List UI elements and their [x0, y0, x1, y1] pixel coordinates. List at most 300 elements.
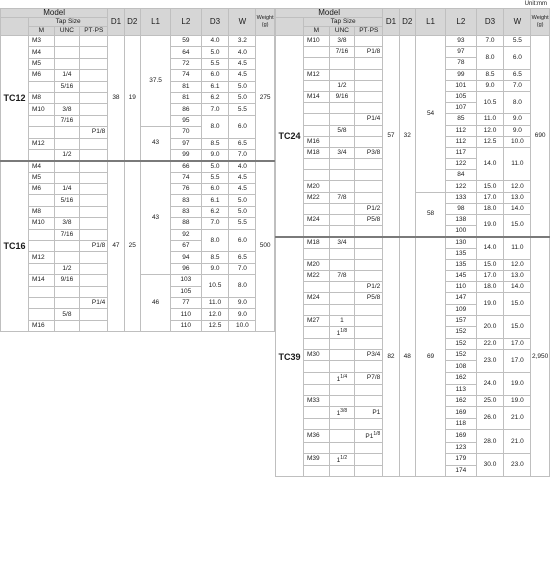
tap-unc	[329, 465, 355, 476]
d3-value: 8.0	[476, 47, 504, 69]
l2-value: 152	[446, 326, 476, 338]
tap-m	[28, 127, 54, 138]
tap-m	[303, 282, 329, 293]
tap-m	[303, 339, 329, 350]
w-value: 9.0	[229, 309, 256, 320]
tap-unc: 7/16	[329, 47, 355, 58]
tap-unc: 9/16	[329, 91, 355, 102]
tap-unc	[54, 138, 80, 149]
tap-m	[303, 372, 329, 384]
w-value: 7.0	[229, 149, 256, 160]
d3-value: 6.1	[201, 195, 229, 206]
w-value: 15.0	[504, 215, 531, 237]
d3-value: 11.0	[201, 297, 229, 308]
l2-value: 135	[446, 248, 476, 259]
d3-value: 5.5	[201, 58, 229, 69]
tap-m	[303, 384, 329, 395]
l2-value: 81	[171, 81, 201, 92]
l1-value: 43	[140, 127, 170, 161]
l1-value: 69	[415, 237, 445, 477]
tap-ptps	[355, 226, 383, 237]
d3-value: 15.0	[476, 181, 504, 192]
tap-unc: $1^{1/2}$	[329, 453, 355, 465]
l2-value: 147	[446, 293, 476, 304]
l1-header: L1	[140, 9, 170, 36]
tap-ptps: P1/4	[355, 114, 383, 125]
tap-m: M6	[28, 184, 54, 195]
tap-unc	[329, 430, 355, 442]
tap-m	[303, 103, 329, 114]
tap-ptps	[355, 58, 383, 69]
d3-value: 15.0	[476, 259, 504, 270]
tap-ptps	[80, 92, 108, 103]
l2-value: 101	[446, 80, 476, 91]
tap-unc: 5/8	[329, 125, 355, 136]
d3-value: 9.0	[476, 80, 504, 91]
l2-value: 113	[446, 384, 476, 395]
d3-value: 10.5	[476, 91, 504, 113]
d3-value: 24.0	[476, 372, 504, 395]
d3-value: 8.0	[201, 229, 229, 252]
tap-ptps	[80, 70, 108, 81]
model-name: TC24	[276, 36, 304, 237]
w-value: 4.5	[229, 172, 256, 183]
l2-value: 66	[171, 161, 201, 172]
spec-table-right	[275, 8, 550, 477]
tap-m	[303, 326, 329, 338]
tap-ptps	[355, 248, 383, 259]
m-header: M	[28, 27, 54, 36]
l2-value: 59	[171, 36, 201, 47]
tap-unc	[54, 241, 80, 252]
tap-unc	[329, 170, 355, 181]
l2-value: 99	[171, 149, 201, 160]
l2-value: 77	[171, 297, 201, 308]
l2-value: 112	[446, 125, 476, 136]
w-value: 12.0	[504, 181, 531, 192]
l2-value: 162	[446, 395, 476, 406]
w-value: 6.5	[504, 69, 531, 80]
d3-value: 9.0	[201, 263, 229, 274]
w-value: 21.0	[504, 430, 531, 453]
l2-value: 169	[446, 407, 476, 419]
tap-ptps	[80, 206, 108, 217]
tap-ptps	[355, 36, 383, 47]
tap-ptps	[355, 136, 383, 147]
tap-m	[28, 195, 54, 206]
d3-value: 6.1	[201, 81, 229, 92]
model-header: Model	[1, 9, 108, 18]
d3-value: 19.0	[476, 215, 504, 237]
tap-unc	[54, 297, 80, 308]
tap-unc: 7/8	[329, 192, 355, 203]
d3-value: 18.0	[476, 282, 504, 293]
l2-value: 94	[171, 252, 201, 263]
d3-header: D3	[476, 9, 504, 36]
d3-value: 8.5	[476, 69, 504, 80]
tap-ptps	[355, 80, 383, 91]
tap-m	[303, 114, 329, 125]
tap-ptps	[80, 58, 108, 69]
tap-m: M16	[303, 136, 329, 147]
l2-value: 67	[171, 241, 201, 252]
l2-value: 98	[446, 203, 476, 214]
tap-unc	[329, 259, 355, 270]
d3-value: 9.0	[201, 149, 229, 160]
tap-m: M14	[303, 91, 329, 102]
tap-ptps	[355, 259, 383, 270]
tap-m: M8	[28, 206, 54, 217]
tap-m	[303, 465, 329, 476]
tap-ptps	[355, 125, 383, 136]
w-value: 4.0	[229, 161, 256, 172]
w-value: 6.5	[229, 252, 256, 263]
w-value: 10.0	[504, 136, 531, 147]
l2-value: 130	[446, 237, 476, 248]
l2-value: 122	[446, 181, 476, 192]
d3-value: 23.0	[476, 350, 504, 372]
weight-value: 500	[256, 161, 275, 332]
tap-m: M22	[303, 192, 329, 203]
w-value: 4.0	[229, 47, 256, 58]
tap-m: M4	[28, 47, 54, 58]
tap-ptps: P1	[355, 407, 383, 419]
d3-value: 5.0	[201, 47, 229, 58]
tap-unc: 1/2	[54, 263, 80, 274]
tap-unc	[329, 58, 355, 69]
tap-unc	[54, 92, 80, 103]
ptps-header: PT·PS	[355, 27, 383, 36]
l2-value: 138	[446, 215, 476, 226]
tap-m	[303, 407, 329, 419]
d1-value: 38	[108, 36, 124, 161]
w-value: 21.0	[504, 407, 531, 430]
w-value: 12.0	[504, 259, 531, 270]
tap-m: M10	[28, 104, 54, 115]
tap-ptps	[80, 309, 108, 320]
w-value: 5.0	[229, 92, 256, 103]
d3-value: 22.0	[476, 339, 504, 350]
l2-value: 109	[446, 304, 476, 315]
tap-unc: 3/4	[329, 147, 355, 158]
tap-m: M20	[303, 259, 329, 270]
tap-m: M14	[28, 275, 54, 286]
tap-m: M6	[28, 70, 54, 81]
w-value: 5.0	[229, 206, 256, 217]
tap-unc	[329, 304, 355, 315]
tap-m	[303, 80, 329, 91]
d2-header: D2	[399, 9, 415, 36]
tap-unc: $1^{3/8}$	[329, 407, 355, 419]
w-value: 13.0	[504, 270, 531, 281]
l2-value: 64	[171, 47, 201, 58]
tap-unc: 3/8	[54, 218, 80, 229]
m-header: M	[303, 27, 329, 36]
d3-value: 28.0	[476, 430, 504, 453]
l1-value: 43	[140, 161, 170, 275]
d3-value: 10.5	[201, 275, 229, 298]
tap-unc	[54, 161, 80, 172]
l1-value: 54	[415, 36, 445, 193]
w-value: 4.5	[229, 184, 256, 195]
tap-ptps	[355, 237, 383, 248]
tap-unc	[54, 286, 80, 297]
tap-ptps	[80, 275, 108, 286]
l2-value: 81	[171, 92, 201, 103]
tap-m	[303, 419, 329, 430]
l2-value: 85	[446, 114, 476, 125]
tap-m	[303, 226, 329, 237]
w-value: 9.0	[504, 125, 531, 136]
tap-ptps	[80, 252, 108, 263]
d3-value: 12.0	[201, 309, 229, 320]
l2-header: L2	[446, 9, 476, 36]
tap-m: M30	[303, 350, 329, 361]
w-value: 14.0	[504, 203, 531, 214]
d3-value: 6.0	[201, 70, 229, 81]
l2-value: 152	[446, 339, 476, 350]
tap-unc: 1/4	[54, 70, 80, 81]
w-value: 19.0	[504, 395, 531, 406]
tap-ptps: P5/8	[355, 215, 383, 226]
tap-ptps	[355, 170, 383, 181]
tap-unc	[54, 172, 80, 183]
w-value: 14.0	[504, 282, 531, 293]
tap-ptps	[80, 172, 108, 183]
tap-m: M3	[28, 36, 54, 47]
tap-unc: 7/8	[329, 270, 355, 281]
tap-m	[303, 361, 329, 372]
tap-ptps	[355, 103, 383, 114]
w-value: 17.0	[504, 339, 531, 350]
tap-unc	[54, 127, 80, 138]
tap-m: M4	[28, 161, 54, 172]
tap-unc	[54, 58, 80, 69]
weight-value: 2,950	[531, 237, 550, 477]
tap-unc	[329, 442, 355, 453]
tap-ptps	[80, 104, 108, 115]
d2-value: 32	[399, 36, 415, 237]
tap-m: M12	[28, 138, 54, 149]
w-header: W	[504, 9, 531, 36]
tap-m: M10	[303, 36, 329, 47]
w-value: 15.0	[504, 293, 531, 315]
table-row	[1, 161, 275, 172]
w-value: 3.2	[229, 36, 256, 47]
w-value: 10.0	[229, 320, 256, 331]
d3-value: 8.0	[201, 115, 229, 138]
l2-value: 157	[446, 315, 476, 326]
l2-value: 74	[171, 172, 201, 183]
w-value: 7.0	[504, 80, 531, 91]
l2-header: L2	[171, 9, 201, 36]
d3-value: 17.0	[476, 192, 504, 203]
d3-value: 14.0	[476, 147, 504, 181]
model-name: TC16	[1, 161, 29, 332]
tap-ptps: P1/4	[80, 297, 108, 308]
w-value: 6.5	[229, 138, 256, 149]
tap-m: M5	[28, 172, 54, 183]
tap-unc	[329, 181, 355, 192]
tap-unc	[329, 282, 355, 293]
tap-m	[28, 241, 54, 252]
l2-value: 118	[446, 419, 476, 430]
tap-unc: 5/8	[54, 309, 80, 320]
tap-unc: 5/16	[54, 81, 80, 92]
tap-m: M12	[28, 252, 54, 263]
w-value: 6.0	[229, 229, 256, 252]
l2-value: 174	[446, 465, 476, 476]
d3-value: 4.0	[201, 36, 229, 47]
tap-unc: 3/8	[329, 36, 355, 47]
tap-unc	[54, 206, 80, 217]
tap-m: M24	[303, 215, 329, 226]
tap-m	[28, 286, 54, 297]
tap-ptps: P7/8	[355, 372, 383, 384]
tap-ptps	[80, 229, 108, 240]
tap-ptps	[80, 195, 108, 206]
tap-unc	[329, 69, 355, 80]
tap-unc: 1/4	[54, 184, 80, 195]
d3-value: 7.0	[201, 104, 229, 115]
l2-value: 100	[446, 226, 476, 237]
l2-value: 83	[171, 195, 201, 206]
tap-m	[303, 442, 329, 453]
tap-m	[28, 115, 54, 126]
tap-ptps: P3/4	[355, 350, 383, 361]
tap-unc	[329, 339, 355, 350]
w-value: 5.0	[229, 81, 256, 92]
l2-value: 110	[171, 309, 201, 320]
tap-m	[303, 203, 329, 214]
l2-value: 105	[446, 91, 476, 102]
w-value: 5.0	[229, 195, 256, 206]
table-row	[276, 237, 550, 248]
tap-unc	[54, 252, 80, 263]
tap-m: M16	[28, 320, 54, 331]
tap-ptps	[355, 361, 383, 372]
weight-value: 275	[256, 36, 275, 161]
unc-header: UNC	[54, 27, 80, 36]
tap-unc	[329, 350, 355, 361]
tap-ptps	[355, 181, 383, 192]
d3-value: 11.0	[476, 114, 504, 125]
unit-label: Unit:mm	[524, 1, 547, 7]
l2-value: 169	[446, 430, 476, 442]
tap-m	[303, 248, 329, 259]
tap-unc: 1/2	[329, 80, 355, 91]
w-value: 7.0	[229, 263, 256, 274]
w-value: 6.0	[229, 115, 256, 138]
d1-header: D1	[108, 9, 124, 36]
tap-unc: 7/16	[54, 115, 80, 126]
w-value: 11.0	[504, 147, 531, 181]
tap-unc	[329, 203, 355, 214]
d1-value: 47	[108, 161, 124, 332]
d3-value: 8.5	[201, 138, 229, 149]
l2-value: 105	[171, 286, 201, 297]
l2-value: 93	[446, 36, 476, 47]
tap-unc: $1^{1/4}$	[329, 372, 355, 384]
l2-value: 112	[446, 136, 476, 147]
tap-ptps: P1/2	[355, 282, 383, 293]
l2-value: 135	[446, 259, 476, 270]
tap-ptps: P1/2	[355, 203, 383, 214]
tap-m: M8	[28, 92, 54, 103]
weight-header: Weight (g)	[256, 9, 275, 36]
tap-unc	[329, 361, 355, 372]
d3-value: 6.2	[201, 206, 229, 217]
w-value: 6.0	[504, 47, 531, 69]
tap-unc: 1	[329, 315, 355, 326]
tap-unc	[329, 293, 355, 304]
tap-m	[28, 309, 54, 320]
tap-ptps	[355, 304, 383, 315]
d2-value: 25	[124, 161, 140, 332]
d3-value: 6.2	[201, 92, 229, 103]
tap-unc	[329, 226, 355, 237]
l2-value: 86	[171, 104, 201, 115]
tap-ptps: P1/8	[80, 241, 108, 252]
tap-ptps	[80, 138, 108, 149]
tap-ptps	[80, 184, 108, 195]
tap-ptps	[355, 69, 383, 80]
tap-m	[303, 47, 329, 58]
d2-value: 19	[124, 36, 140, 161]
l2-value: 74	[171, 70, 201, 81]
tap-ptps	[80, 115, 108, 126]
tap-m: M5	[28, 58, 54, 69]
tap-ptps	[355, 384, 383, 395]
w-header: W	[229, 9, 256, 36]
tap-m	[28, 229, 54, 240]
l2-value: 107	[446, 103, 476, 114]
d3-value: 19.0	[476, 293, 504, 315]
w-value: 4.5	[229, 58, 256, 69]
l2-value: 117	[446, 147, 476, 158]
l2-value: 70	[171, 127, 201, 138]
l2-value: 152	[446, 350, 476, 361]
tap-ptps	[355, 419, 383, 430]
tap-ptps	[355, 465, 383, 476]
w-value: 23.0	[504, 453, 531, 476]
w-value: 9.0	[504, 114, 531, 125]
l2-value: 123	[446, 442, 476, 453]
tap-unc: 5/16	[54, 195, 80, 206]
d2-value: 48	[399, 237, 415, 477]
l2-value: 78	[446, 58, 476, 69]
w-value: 9.0	[229, 297, 256, 308]
tap-ptps: P3/8	[355, 147, 383, 158]
d3-header: D3	[201, 9, 229, 36]
d1-value: 57	[383, 36, 399, 237]
l2-value: 110	[446, 282, 476, 293]
w-value: 8.0	[229, 275, 256, 298]
w-value: 5.5	[229, 218, 256, 229]
l2-value: 145	[446, 270, 476, 281]
tap-unc	[329, 384, 355, 395]
table-row	[1, 36, 275, 47]
tap-m: M20	[303, 181, 329, 192]
model-header: Model	[276, 9, 383, 18]
tap-ptps: P1/8	[355, 47, 383, 58]
d3-value: 17.0	[476, 270, 504, 281]
tap-m: M33	[303, 395, 329, 406]
d3-value: 25.0	[476, 395, 504, 406]
w-value: 8.0	[504, 91, 531, 113]
model-blank	[1, 18, 29, 36]
tap-ptps: $P1^{1/8}$	[355, 430, 383, 442]
